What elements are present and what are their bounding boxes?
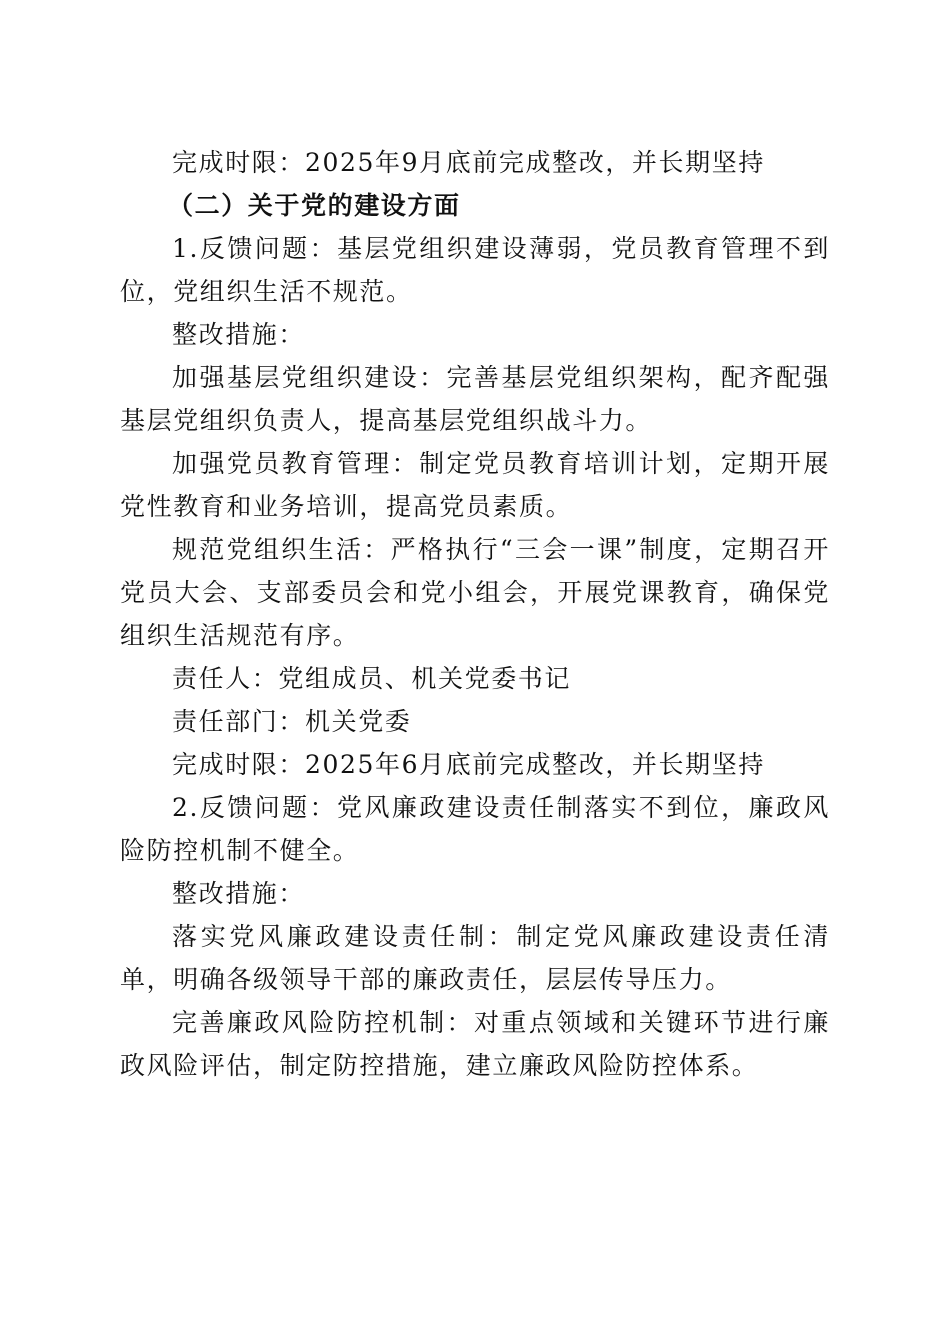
deadline-line: 完成时限：2025年6月底前完成整改，并长期坚持	[172, 750, 765, 779]
measures-label: 整改措施：	[172, 879, 306, 908]
feedback-issue-1: 1.反馈问题：基层党组织建设薄弱，党员教育管理不到位，党组织生活不规范。	[120, 234, 830, 306]
feedback-issue-2: 2.反馈问题：党风廉政建设责任制落实不到位，廉政风险防控机制不健全。	[120, 793, 830, 865]
measures-label: 整改措施：	[172, 320, 306, 349]
responsible-department: 责任部门：机关党委	[172, 707, 412, 736]
deadline-line: 完成时限：2025年9月底前完成整改，并长期坚持	[172, 148, 765, 177]
measure-paragraph: 完善廉政风险防控机制：对重点领域和关键环节进行廉政风险评估，制定防控措施，建立廉政风险防控体系。	[120, 1008, 830, 1080]
responsible-person: 责任人：党组成员、机关党委书记	[172, 664, 572, 693]
section-heading: （二）关于党的建设方面	[168, 191, 461, 220]
measure-paragraph: 加强基层党组织建设：完善基层党组织架构，配齐配强基层党组织负责人，提高基层党组织战斗力。	[120, 363, 830, 435]
document-body	[120, 141, 830, 1087]
measure-paragraph: 加强党员教育管理：制定党员教育培训计划，定期开展党性教育和业务培训，提高党员素质。	[120, 449, 830, 521]
measure-paragraph: 规范党组织生活：严格执行“三会一课”制度，定期召开党员大会、支部委员会和党小组会，开展党课教育，确保党组织生活规范有序。	[120, 535, 830, 650]
measure-paragraph: 落实党风廉政建设责任制：制定党风廉政建设责任清单，明确各级领导干部的廉政责任，层层传导压力。	[120, 922, 830, 994]
